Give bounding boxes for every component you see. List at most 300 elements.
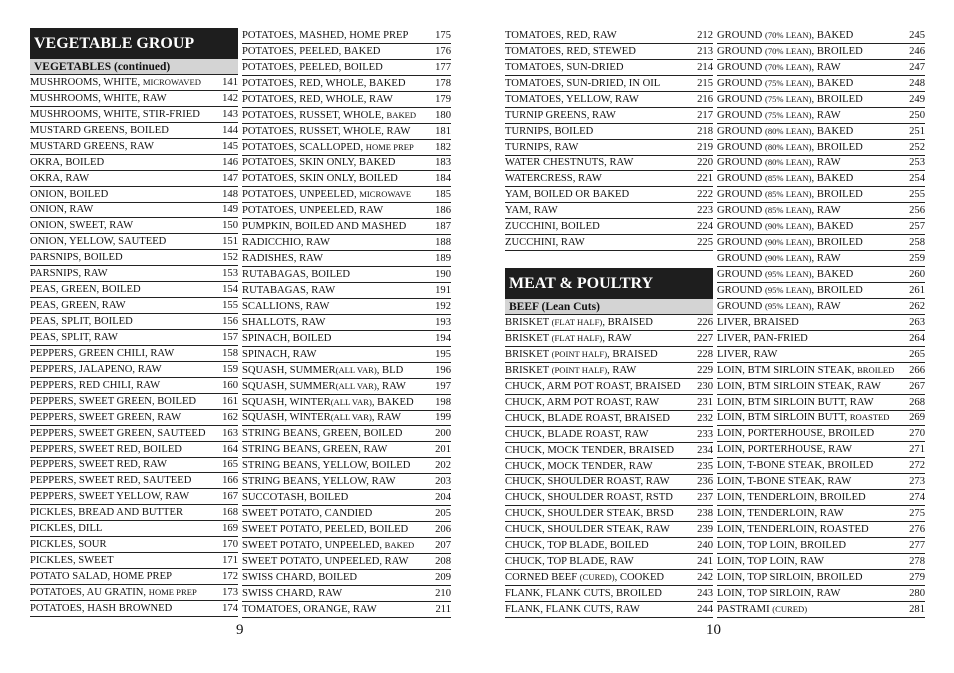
entry-name [242, 141, 433, 154]
entry-name [717, 603, 907, 616]
list-item [717, 331, 925, 347]
entry-name [505, 45, 695, 58]
entry-name [717, 268, 907, 281]
list-item [717, 44, 925, 60]
list-item [505, 411, 713, 427]
entry-name [717, 427, 907, 440]
entry-name [242, 475, 433, 488]
entry-name-text: POTATOES, SCALLOPED, [242, 141, 366, 153]
entry-name [717, 364, 907, 377]
entry-name-qualifier: (ALL VAR) [330, 396, 372, 407]
entry-name-text: POTATOES, UNPEELED, RAW [242, 205, 384, 217]
list-item [30, 123, 238, 139]
entry-name-text: LOIN, BTM SIRLOIN BUTT, [717, 412, 850, 424]
entry-name [30, 267, 220, 280]
entry-name [242, 316, 433, 329]
entry-page-number: 155 [222, 300, 238, 312]
entry-page-number: 234 [697, 444, 713, 456]
entry-page-number: 198 [435, 396, 451, 408]
entry-name [30, 124, 220, 137]
entry-name-qualifier: HOME PREP [148, 586, 197, 597]
entry-name-text: GROUND [717, 221, 765, 233]
entry-name-text: LOIN, T-BONE STEAK, BROILED [717, 460, 874, 472]
entry-name-qualifier: (70% LEAN) [764, 45, 812, 56]
entry-name-suffix: , BROILED [811, 189, 863, 201]
entry-page-number: 212 [697, 29, 713, 41]
entry-page-number: 141 [222, 76, 238, 88]
entry-page-number: 221 [697, 173, 713, 185]
list-item [717, 490, 925, 506]
entry-page-number: 185 [435, 189, 451, 201]
list-item [505, 171, 713, 187]
entry-name-text: LOIN, TENDERLOIN, BROILED [717, 492, 866, 504]
entry-name-suffix: , BLD [376, 364, 404, 376]
entry-name [717, 77, 907, 90]
entry-name-suffix: , BRAISED [607, 348, 658, 360]
entry-name-text: CHUCK, TOP BLADE, BOILED [505, 540, 649, 552]
entry-name [717, 156, 907, 169]
entry-name-text: GROUND [717, 269, 765, 280]
list-item [30, 537, 238, 553]
entry-name [717, 252, 907, 265]
list-item [505, 490, 713, 506]
entry-page-number: 243 [697, 588, 713, 599]
entry-page-number: 200 [435, 428, 451, 440]
section-title-meat-poultry: MEAT & POULTRY [505, 268, 713, 299]
list-item [505, 124, 713, 140]
entry-page-number: 246 [909, 45, 925, 57]
entry-name-text: GROUND [717, 93, 765, 105]
entry-name-qualifier: HOME PREP [365, 141, 414, 152]
list-item [242, 363, 451, 379]
list-item [505, 203, 713, 219]
entry-name-text: CHUCK, MOCK TENDER, BRAISED [505, 444, 675, 456]
entry-name [30, 363, 220, 376]
entry-page-number: 249 [909, 93, 925, 105]
list-item [717, 395, 925, 411]
entry-list [717, 28, 925, 618]
entry-page-number: 260 [909, 269, 925, 280]
entry-name-text: SCALLIONS, RAW [242, 300, 330, 312]
entry-page-number: 224 [697, 221, 713, 233]
entry-name [30, 554, 220, 567]
entry-page-number: 268 [909, 396, 925, 408]
entry-page-number: 148 [222, 188, 238, 200]
entry-name-suffix: , RAW [811, 157, 841, 169]
list-item [242, 458, 451, 474]
entry-page-number: 214 [697, 61, 713, 73]
entry-name-text: POTATOES, MASHED, HOME PREP [242, 29, 409, 41]
entry-page-number: 174 [222, 602, 238, 614]
entry-name-text: TOMATOES, SUN-DRIED, IN OIL [505, 77, 661, 89]
entry-name-suffix: , BROILED [811, 284, 863, 296]
entry-name-text: TOMATOES, ORANGE, RAW [242, 603, 377, 615]
entry-name-text: LOIN, BTM SIRLOIN STEAK, [717, 364, 858, 376]
entry-page-number: 163 [222, 427, 238, 439]
entry-page-number: 222 [697, 189, 713, 201]
entry-name-text: LOIN, BTM SIRLOIN STEAK, RAW [717, 380, 881, 392]
entry-name-qualifier: (ALL VAR) [335, 380, 377, 391]
list-item [717, 140, 925, 156]
list-item [505, 44, 713, 60]
entry-page-number: 263 [909, 316, 925, 328]
entry-name-text: FLANK, FLANK CUTS, BROILED [505, 588, 662, 599]
entry-name-text: LOIN, TOP LOIN, BROILED [717, 539, 846, 551]
entry-name [242, 268, 433, 281]
entry-name [505, 475, 695, 488]
list-item [717, 251, 925, 267]
list-item [242, 602, 451, 618]
list-item [30, 107, 238, 123]
entry-name-text: PUMPKIN, BOILED AND MASHED [242, 221, 407, 233]
list-item [242, 379, 451, 395]
entry-name [242, 61, 433, 74]
list-item [242, 522, 451, 538]
entry-name [717, 539, 907, 552]
list-item [505, 235, 713, 251]
entry-name-qualifier: (POINT HALF) [551, 364, 608, 375]
entry-name-text: SWISS CHARD, BOILED [242, 571, 358, 583]
entry-name [717, 555, 907, 568]
entry-name-text: BRISKET [505, 317, 552, 329]
entry-name [242, 220, 433, 233]
entry-name-text: GROUND [717, 77, 765, 89]
list-item [30, 521, 238, 537]
entry-page-number: 192 [435, 300, 451, 312]
entry-page-number: 217 [697, 109, 713, 121]
entry-name-text: POTATOES, AU GRATIN, [30, 586, 149, 598]
entry-name-text: STRING BEANS, YELLOW, BOILED [242, 460, 411, 472]
list-item [717, 315, 925, 331]
entry-name-text: CHUCK, MOCK TENDER, RAW [505, 460, 653, 472]
entry-page-number: 232 [697, 412, 713, 424]
entry-name [717, 459, 907, 472]
list-item [505, 427, 713, 443]
entry-name-text: SWEET POTATO, UNPEELED, [242, 539, 385, 551]
entry-name-suffix: , RAW [376, 380, 406, 392]
entry-name [242, 156, 433, 169]
entry-name-text: MUSHROOMS, WHITE, STIR-FRIED [30, 108, 200, 120]
entry-name [242, 396, 433, 409]
list-item [717, 267, 925, 283]
entry-name-text: SWISS CHARD, RAW [242, 587, 343, 599]
entry-name-qualifier: (95% LEAN) [764, 269, 812, 279]
entry-page-number: 276 [909, 524, 925, 535]
entry-page-number: 229 [697, 364, 713, 376]
entry-name [30, 474, 220, 487]
entry-name-qualifier: (80% LEAN) [764, 141, 812, 152]
entry-name-qualifier: BAKED [384, 539, 415, 550]
list-item [717, 171, 925, 187]
entry-name [242, 300, 433, 313]
entry-name-text: YAM, BOILED OR BAKED [505, 189, 630, 201]
entry-page-number: 251 [909, 125, 925, 137]
list-item [505, 156, 713, 172]
list-item [30, 569, 238, 585]
list-item [30, 442, 238, 458]
entry-page-number: 269 [909, 412, 925, 424]
list-item [242, 586, 451, 602]
list-item [505, 219, 713, 235]
entry-name [30, 188, 220, 201]
entry-name [717, 491, 907, 504]
list-item [30, 203, 238, 219]
entry-name [242, 332, 433, 345]
entry-page-number: 227 [697, 333, 713, 344]
entry-page-number: 271 [909, 444, 925, 456]
entry-name-text: CHUCK, SHOULDER ROAST, RSTD [505, 492, 673, 504]
list-item [30, 298, 238, 314]
entry-name [717, 380, 907, 393]
entry-name-text: LOIN, T-BONE STEAK, RAW [717, 476, 852, 488]
entry-name-text: CHUCK, SHOULDER STEAK, RAW [505, 524, 670, 536]
entry-name-suffix: , BROILED [811, 45, 863, 57]
entry-name-suffix: , RAW [371, 412, 401, 424]
list-item [30, 330, 238, 346]
list-item [242, 203, 451, 219]
entry-name [30, 522, 220, 535]
entry-name-text: PARSNIPS, BOILED [30, 252, 123, 264]
list-item [30, 171, 238, 187]
entry-name [242, 364, 433, 377]
list-item [717, 28, 925, 44]
list-item [242, 187, 451, 203]
entry-page-number: 250 [909, 109, 925, 121]
entry-name-text: PICKLES, DILL [30, 523, 103, 535]
entry-name [242, 380, 433, 393]
list-item [505, 347, 713, 363]
entry-name [242, 587, 433, 600]
entry-name-text: PARSNIPS, RAW [30, 268, 108, 280]
entry-name [717, 587, 907, 600]
entry-name [30, 490, 220, 503]
entry-name-qualifier: (POINT HALF) [551, 348, 608, 359]
entry-name [30, 315, 220, 328]
entry-name-text: ONION, BOILED [30, 188, 109, 200]
list-item [242, 28, 451, 44]
list-item [242, 411, 451, 427]
entry-name-text: CHUCK, SHOULDER STEAK, BRSD [505, 508, 674, 520]
entry-name [242, 348, 433, 361]
entry-name [717, 475, 907, 488]
entry-name-text: POTATOES, RUSSET, WHOLE, RAW [242, 125, 411, 137]
entry-name-text: CHUCK, SHOULDER ROAST, RAW [505, 476, 670, 488]
entry-name-suffix: , BAKED [811, 125, 854, 137]
entry-name-text: GROUND [717, 125, 765, 137]
entry-name-text: ZUCCHINI, RAW [505, 237, 585, 249]
entry-name-text: TOMATOES, RED, RAW [505, 29, 617, 41]
entry-page-number: 159 [222, 363, 238, 375]
entry-name [30, 570, 220, 583]
entry-name [30, 458, 220, 471]
entry-page-number: 274 [909, 492, 925, 504]
entry-page-number: 190 [435, 269, 451, 280]
entry-name-text: ONION, SWEET, RAW [30, 220, 134, 232]
list-item [242, 442, 451, 458]
entry-name-text: LOIN, PORTERHOUSE, BROILED [717, 428, 875, 440]
entry-name-suffix: , COOKED [614, 572, 665, 584]
entry-name [242, 125, 433, 138]
list-item [717, 363, 925, 379]
list-item [30, 282, 238, 298]
list-item [505, 187, 713, 203]
entry-page-number: 239 [697, 524, 713, 536]
entry-name-text: LOIN, BTM SIRLOIN BUTT, RAW [717, 396, 874, 408]
entry-name-qualifier: BROILED [857, 364, 895, 375]
entry-page-number: 225 [697, 237, 713, 249]
list-item [30, 155, 238, 171]
list-item [30, 426, 238, 442]
entry-name-text: SQUASH, SUMMER [242, 364, 336, 376]
entry-page-number: 236 [697, 476, 713, 488]
entry-name [717, 316, 907, 329]
entry-page-number: 186 [435, 205, 451, 217]
list-item [505, 475, 713, 491]
list-item [242, 251, 451, 267]
list-item [717, 156, 925, 172]
entry-page-number: 233 [697, 428, 713, 440]
entry-name-text: GROUND [717, 29, 765, 41]
entry-page-number: 245 [909, 29, 925, 41]
entry-name-text: PEAS, GREEN, RAW [30, 300, 126, 312]
entry-name-text: PICKLES, SOUR [30, 539, 107, 551]
entry-name-qualifier: (75% LEAN) [764, 77, 812, 88]
entry-page-number: 180 [435, 109, 451, 121]
entry-name [30, 586, 220, 599]
entry-page-number: 153 [222, 268, 238, 280]
entry-page-number: 147 [222, 172, 238, 184]
entry-name [717, 204, 907, 217]
entry-name-text: PASTRAMI [717, 603, 773, 615]
list-item [30, 234, 238, 250]
entry-page-number: 188 [435, 237, 451, 249]
list-item [717, 60, 925, 76]
entry-name-suffix: , BROILED [811, 141, 863, 153]
entry-page-number: 240 [697, 540, 713, 552]
list-item [505, 602, 713, 618]
list-item [30, 601, 238, 617]
entry-page-number: 195 [435, 348, 451, 360]
entry-name-qualifier: MICROWAVE [359, 189, 412, 200]
entry-name-text: LOIN, TENDERLOIN, RAW [717, 508, 844, 520]
entry-name [717, 141, 907, 154]
entry-name-text: GROUND [717, 173, 765, 185]
entry-name-text: RUTABAGAS, BOILED [242, 269, 351, 280]
page-number-9: 9 [236, 622, 244, 638]
entry-name-text: SWEET POTATO, CANDIED [242, 508, 373, 520]
entry-name-suffix: , RAW [811, 300, 841, 312]
list-item [30, 505, 238, 521]
list-item [30, 266, 238, 282]
entry-name [505, 29, 695, 42]
entry-page-number: 144 [222, 124, 238, 136]
entry-name-text: PEPPERS, SWEET GREEN, BOILED [30, 395, 197, 407]
entry-name-text: RUTABAGAS, RAW [242, 284, 336, 296]
list-item [30, 314, 238, 330]
entry-name-text: BRISKET [505, 348, 552, 360]
entry-page-number: 256 [909, 205, 925, 217]
entry-name-text: GROUND [717, 205, 765, 217]
entry-name [505, 603, 695, 616]
entry-page-number: 187 [435, 221, 451, 233]
entry-name [505, 125, 695, 138]
entry-name [30, 299, 220, 312]
entry-name-text: YAM, RAW [505, 205, 558, 217]
entry-name [505, 236, 695, 249]
section-title-vegetable-group: VEGETABLE GROUP [30, 28, 238, 59]
entry-name-qualifier: (CURED) [772, 603, 808, 614]
entry-page-number: 237 [697, 492, 713, 504]
entry-page-number: 157 [222, 331, 238, 343]
entry-page-number: 194 [435, 332, 451, 344]
list-item [505, 554, 713, 570]
entry-name-text: TURNIPS, RAW [505, 141, 579, 153]
entry-name [242, 236, 433, 249]
list-item [717, 187, 925, 203]
entry-name [242, 284, 433, 297]
entry-name-qualifier: (85% LEAN) [764, 189, 812, 200]
entry-name-suffix: , BROILED [811, 93, 863, 105]
list-item [242, 395, 451, 411]
entry-name [30, 108, 220, 121]
list-item [717, 426, 925, 442]
entry-name [30, 219, 220, 232]
entry-name-text: PICKLES, BREAD AND BUTTER [30, 507, 184, 519]
entry-name-text: STRING BEANS, YELLOW, RAW [242, 476, 396, 488]
entry-name-text: CHUCK, ARM POT ROAST, BRAISED [505, 380, 681, 392]
entry-page-number: 168 [222, 507, 238, 519]
entry-name [505, 61, 695, 74]
entry-name-text: POTATOES, PEELED, BOILED [242, 61, 383, 73]
list-item [30, 489, 238, 505]
list-item [505, 60, 713, 76]
entry-page-number: 207 [435, 539, 451, 551]
list-item [242, 171, 451, 187]
list-item [242, 570, 451, 586]
page9-column-1 [30, 28, 238, 617]
entry-name-text: LIVER, BRAISED [717, 316, 799, 328]
list-item [717, 108, 925, 124]
entry-page-number: 169 [222, 523, 238, 535]
entry-page-number: 197 [435, 380, 451, 392]
entry-name-text: PEPPERS, SWEET GREEN, SAUTEED [30, 427, 206, 439]
entry-name-text: PEAS, GREEN, BOILED [30, 284, 141, 296]
entry-name [30, 538, 220, 551]
entry-list [505, 28, 713, 251]
entry-name-text: SHALLOTS, RAW [242, 316, 326, 328]
list-item [242, 92, 451, 108]
entry-name [30, 251, 220, 264]
list-item [717, 203, 925, 219]
entry-name [505, 444, 695, 457]
entry-name-text: LOIN, TOP LOIN, RAW [717, 555, 824, 567]
entry-page-number: 242 [697, 572, 713, 584]
entry-page-number: 255 [909, 189, 925, 201]
entry-name [30, 331, 220, 344]
entry-name-text: POTATOES, HASH BROWNED [30, 602, 173, 614]
entry-name-suffix: , RAW [811, 253, 841, 265]
list-item [717, 299, 925, 315]
entry-page-number: 247 [909, 61, 925, 73]
list-item [505, 92, 713, 108]
list-item [717, 219, 925, 235]
entry-name-text: TOMATOES, SUN-DRIED [505, 61, 624, 73]
entry-name-text: ONION, RAW [30, 204, 94, 216]
list-item [717, 76, 925, 92]
entry-page-number: 189 [435, 253, 451, 265]
entry-name-text: SUCCOTASH, BOILED [242, 492, 349, 504]
entry-name-text: PEAS, SPLIT, BOILED [30, 316, 133, 327]
